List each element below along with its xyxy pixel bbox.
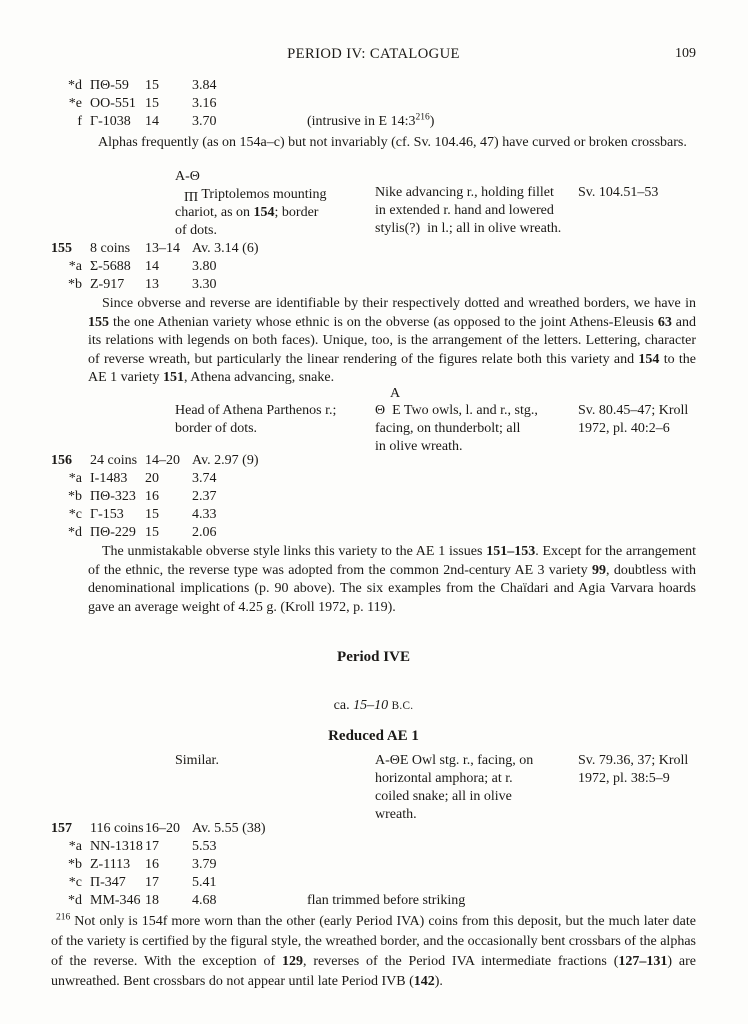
entry-label: *b xyxy=(68,277,82,292)
variety-155-description xyxy=(175,168,748,240)
entry-note xyxy=(307,856,696,874)
reverse-line: facing, on thunderbolt; all xyxy=(375,421,521,436)
catalogue-entry-row xyxy=(51,856,696,874)
entry-weight: 3.84 xyxy=(192,78,217,93)
variety-156-commentary: The unmistakable obverse style links this variety to the AE 1 issues 151–153. Except for the arrangement of the ethnic, the reverse type was adopted from the common 2nd-century AE 3 variety 99, doubtless with denominational implications (p. 90 above). The six examples from the Chaïdari and Agia Varvara hoards gave an average weight of 4.25 g. (Kroll 1972, p. 119). xyxy=(88,544,696,615)
entry-weight: 3.16 xyxy=(192,96,217,111)
reverse-line: Θ E Two owls, l. and r., stg., xyxy=(375,403,538,418)
entry-note: flan trimmed before striking xyxy=(307,893,466,908)
footnote-216: $^{216}$ Not only is 154f more worn than the other (early Period IVA) coins from this deposit, but the much later date of the variety is certified by the figural style, the wreathed border, and the occasionally bent crossbars of the alphas of the reverse. With the exception of 129, reverses of the Period IVA intermediate fractions (127–131) are unwreathed. Bent crossbars do not appear until late Period IVB (142). xyxy=(51,912,696,989)
reference-line: 1972, pl. 38:5–9 xyxy=(578,771,670,786)
entry-control-mark: Γ-1038 xyxy=(90,114,131,129)
average-weight: Av. 3.14 (6) xyxy=(192,241,259,256)
entry-control-mark: Σ-5688 xyxy=(90,259,131,274)
reverse-description xyxy=(375,386,578,456)
entry-label: *d xyxy=(68,525,82,540)
catalogue-continuation-rows xyxy=(51,77,696,131)
entry-note xyxy=(307,77,696,95)
variety-156-rows xyxy=(51,452,696,542)
variety-number: 156 xyxy=(51,453,72,468)
reference-citation xyxy=(578,752,696,788)
entry-diameter: 13 xyxy=(145,277,159,292)
reference-line: Sv. 104.51–53 xyxy=(578,185,659,200)
obverse-line: of dots. xyxy=(175,223,217,238)
entry-note: (intrusive in E $14:3^{216}$) xyxy=(307,112,435,129)
reverse-line: coiled snake; all in olive xyxy=(375,789,512,804)
entry-weight: 3.80 xyxy=(192,259,217,274)
average-weight: Av. 5.55 (38) xyxy=(192,821,266,836)
entry-weight: 3.70 xyxy=(192,114,217,129)
obverse-description xyxy=(175,168,375,240)
reverse-legend: A xyxy=(390,386,401,401)
reverse-line: horizontal amphora; at r. xyxy=(375,771,513,786)
entry-weight: 3.79 xyxy=(192,857,217,872)
entry-weight: 2.37 xyxy=(192,489,217,504)
entry-label: *a xyxy=(68,259,82,274)
entry-label: *e xyxy=(68,96,82,111)
reference-line: Sv. 79.36, 37; Kroll xyxy=(578,753,689,768)
reverse-line: wreath. xyxy=(375,807,417,822)
variety-154-note: Alphas frequently (as on 154a–c) but not invariably (cf. Sv. 104.46, 47) have curved or broken crossbars. xyxy=(98,135,687,150)
page-title: PERIOD IV: CATALOGUE xyxy=(287,46,460,62)
catalogue-entry-row xyxy=(51,506,696,524)
variety-157-description xyxy=(175,752,748,824)
entry-control-mark: MM-346 xyxy=(90,893,141,908)
catalogue-entry-row xyxy=(51,276,696,294)
section-date-range: ca. 15–10 B.C. xyxy=(333,698,414,713)
reverse-line: in extended r. hand and lowered xyxy=(375,203,554,218)
obverse-line: Similar. xyxy=(175,753,219,768)
page-content xyxy=(51,0,696,1024)
reverse-line: stylis(?) in l.; all in olive wreath. xyxy=(375,221,562,236)
entry-label: *b xyxy=(68,489,82,504)
obverse-legend: A-Θ xyxy=(175,169,200,184)
variety-156-description xyxy=(175,386,748,456)
entry-label: *c xyxy=(68,875,82,890)
catalogue-entry-row xyxy=(51,524,696,542)
reverse-line: A-ΘE Owl stg. r., facing, on xyxy=(375,753,534,768)
entry-control-mark: ΠΘ-229 xyxy=(90,525,136,540)
reference-line: Sv. 80.45–47; Kroll xyxy=(578,403,689,418)
entry-weight: 3.30 xyxy=(192,277,217,292)
reference-line: 1972, pl. 40:2–6 xyxy=(578,421,670,436)
entry-label: *b xyxy=(68,857,82,872)
section-heading-period-ive: Period IVE xyxy=(337,649,410,665)
entry-control-mark: Z-1113 xyxy=(90,857,131,872)
entry-diameter: 20 xyxy=(145,471,159,486)
entry-control-mark: OO-551 xyxy=(90,96,136,111)
obverse-line: border of dots. xyxy=(175,421,258,436)
entry-control-mark: Π-347 xyxy=(90,875,126,890)
entry-label: f xyxy=(77,114,82,129)
entry-control-mark: I-1483 xyxy=(90,471,128,486)
catalogue-entry-row xyxy=(51,77,696,95)
entry-diameter: 14 xyxy=(145,259,159,274)
catalogue-entry-row xyxy=(51,892,696,910)
catalogue-entry-row xyxy=(51,838,696,856)
obverse-description xyxy=(175,386,375,438)
entry-label: *c xyxy=(68,507,82,522)
entry-weight: 5.53 xyxy=(192,839,217,854)
entry-diameter: 16 xyxy=(145,489,159,504)
entry-diameter: 14 xyxy=(145,114,159,129)
obverse-description xyxy=(175,752,375,770)
reference-citation xyxy=(578,168,696,202)
entry-diameter: 15 xyxy=(145,507,159,522)
catalogue-entry-row xyxy=(51,470,696,488)
diameter-range: 14–20 xyxy=(145,453,180,468)
catalogue-summary-row xyxy=(51,240,696,258)
variety-157-rows xyxy=(51,820,696,910)
obverse-line: chariot, as on 154; border xyxy=(175,205,319,220)
entry-weight: 3.74 xyxy=(192,471,217,486)
catalogue-entry-row xyxy=(51,258,696,276)
variety-number: 155 xyxy=(51,241,72,256)
entry-label: *a xyxy=(68,471,82,486)
catalogue-entry-row xyxy=(51,874,696,892)
reference-citation xyxy=(578,386,696,438)
entry-weight: 5.41 xyxy=(192,875,217,890)
obverse-line: Head of Athena Parthenos r.; xyxy=(175,403,337,418)
entry-diameter: 16 xyxy=(145,857,159,872)
entry-label: *d xyxy=(68,78,82,93)
variety-155-rows xyxy=(51,240,696,294)
section-heading-reduced-ae1: Reduced AE 1 xyxy=(328,728,419,744)
entry-note xyxy=(307,874,696,892)
entry-label: *a xyxy=(68,839,82,854)
catalogue-entry-row xyxy=(51,113,696,131)
reverse-line: Nike advancing r., holding fillet xyxy=(375,185,554,200)
obverse-text: Triptolemos mounting xyxy=(198,187,327,202)
reverse-description xyxy=(375,168,578,238)
obverse-line xyxy=(175,186,375,204)
entry-note xyxy=(307,838,696,856)
entry-diameter: 15 xyxy=(145,525,159,540)
entry-weight: 4.33 xyxy=(192,507,217,522)
variety-155-commentary: Since obverse and reverse are identifiable by their respectively dotted and wreathed borders, we have in 155 the one Athenian variety whose ethnic is on the obverse (as opposed to the joint Athens-Eleusis 63 and its relations with legends on both faces). Unique, too, is the arrangement of the letters. Lettering, character of reverse wreath, but particularly the linear rendering of the figures relate both this variety and 154 to the AE 1 variety 151, Athena advancing, snake. xyxy=(88,296,696,385)
average-weight: Av. 2.97 (9) xyxy=(192,453,259,468)
entry-note xyxy=(307,95,696,113)
entry-control-mark: Z-917 xyxy=(90,277,125,292)
catalogue-entry-row xyxy=(51,95,696,113)
reverse-description xyxy=(375,752,578,824)
entry-weight: 2.06 xyxy=(192,525,217,540)
entry-diameter: 17 xyxy=(145,875,159,890)
page-number: 109 xyxy=(675,46,696,61)
coin-count: 8 coins xyxy=(90,241,131,256)
catalogue-entry-row xyxy=(51,488,696,506)
coin-count: 116 coins xyxy=(90,821,144,836)
entry-control-mark: NN-1318 xyxy=(90,839,143,854)
entry-control-mark: ΠΘ-323 xyxy=(90,489,136,504)
entry-control-mark: ΠΘ-59 xyxy=(90,78,129,93)
catalogue-summary-row xyxy=(51,820,696,838)
variety-number: 157 xyxy=(51,821,72,836)
catalogue-summary-row xyxy=(51,452,696,470)
entry-diameter: 17 xyxy=(145,839,159,854)
coin-count: 24 coins xyxy=(90,453,138,468)
entry-diameter: 15 xyxy=(145,78,159,93)
diameter-range: 13–14 xyxy=(145,241,180,256)
entry-label: *d xyxy=(68,893,82,908)
running-head xyxy=(51,45,696,63)
diameter-range: 16–20 xyxy=(145,821,180,836)
entry-diameter: 18 xyxy=(145,893,159,908)
entry-weight: 4.68 xyxy=(192,893,217,908)
entry-control-mark: Γ-153 xyxy=(90,507,124,522)
entry-diameter: 15 xyxy=(145,96,159,111)
reverse-line: in olive wreath. xyxy=(375,439,463,454)
triptolemos-monogram-icon: Ш xyxy=(184,188,199,203)
